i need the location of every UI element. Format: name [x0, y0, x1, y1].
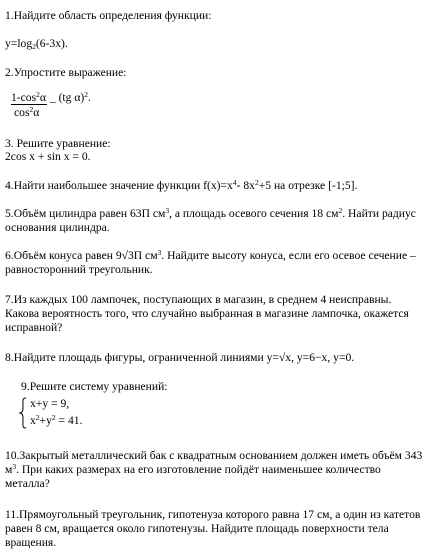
- task-9-equation-2: $x^2+y^2 = 41$.: [30, 413, 83, 427]
- task-2-denominator: $\cos^2\alpha$: [14, 105, 40, 119]
- task-1-fn-arg: (6-3x).: [35, 37, 68, 50]
- task-3-equation: 2cos x + sin x = 0.: [5, 150, 91, 163]
- task-8-text: 8.Найдите площадь фигуры, ограниченной линиями y=√x, y=6−x, y=0.: [5, 351, 355, 364]
- task-1-title: 1.Найдите область определения функции:: [5, 9, 212, 22]
- task-5-text: 5.Объём цилиндра равен 63П $см^3$, а площадь осевого сечения 18 $см^2$. Найти радиус основания цилиндра.: [5, 206, 416, 234]
- task-9-system: [18, 397, 158, 429]
- task-2-title: 2.Упростите выражение:: [5, 66, 127, 79]
- task-2-tail: (tg α)$^2$.: [58, 90, 91, 104]
- task-1-fn-prefix: y=log: [5, 37, 33, 50]
- task-1-fn-base: 2: [32, 42, 36, 51]
- task-7-text: 7.Из каждых 100 лампочек, поступающих в магазин, в среднем 4 неисправны. Какова вероятность того, что случайно выбранная в магазине лампочка, окажется исправной?: [5, 293, 409, 334]
- task-9-equation-1: x+y = 9,: [30, 397, 70, 410]
- task-6-text: 6.Объём конуса равен 9√3П $см^3$. Найдите высоту конуса, если его осевое сечение – равносторонний треугольник.: [5, 248, 416, 276]
- task-2-numerator: $1-\cos^2\alpha$: [11, 90, 46, 104]
- task-11-text: 11.Прямоугольный треугольник, гипотенуза которого равна 17 см, а один из катетов равен 8 см, вращается около гипотенузы. Найдите площадь поверхности тела вращения.: [5, 508, 421, 549]
- brace-icon: [18, 397, 28, 429]
- task-10-text: 10.Закрытый металлический бак с квадратным основанием должен иметь объём 343 $м^3$. При каких размерах на его изготовление пойдёт наименьшее количество металла?: [5, 449, 423, 490]
- task-2-expression: [11, 90, 91, 119]
- task-4-text: 4.Найти наибольшее значение функции $f(x)=x^4-$ $8x^2+5$ на отрезке [-1;5].: [5, 178, 358, 192]
- task-1-function: [5, 37, 423, 51]
- task-2-minus: _: [49, 91, 56, 104]
- task-3-title: 3. Решите уравнение:: [5, 137, 111, 150]
- task-9-title: 9.Решите систему уравнений:: [21, 380, 168, 393]
